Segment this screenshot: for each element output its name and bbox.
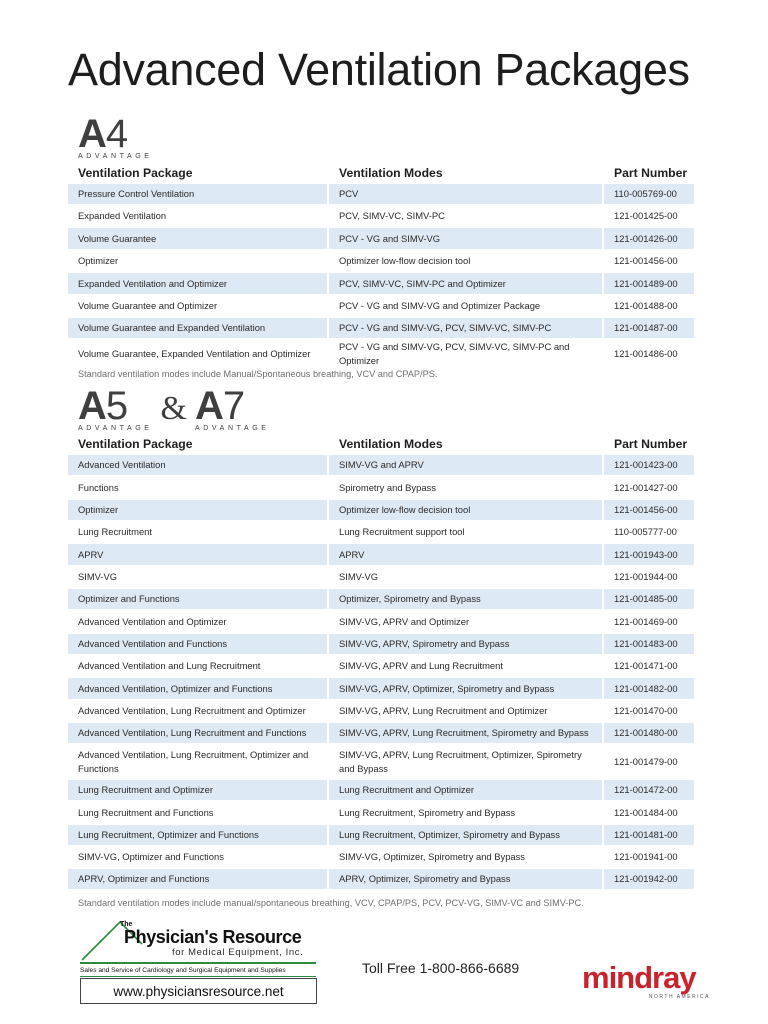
cell-modes: PCV, SIMV-VC, SIMV-PC and Optimizer — [329, 273, 604, 296]
cell-modes: SIMV-VG — [329, 567, 604, 589]
header-part-number: Part Number — [614, 437, 688, 451]
logo-rule-bottom — [80, 976, 316, 977]
cell-modes: SIMV-VG, APRV, Lung Recruitment and Optimizer — [329, 701, 604, 723]
table-row — [68, 589, 694, 611]
cell-part-number: 121-001483-00 — [604, 634, 694, 656]
table-row — [68, 701, 694, 723]
cell-part-number: 121-001470-00 — [604, 701, 694, 723]
a4-standard-modes-note: Standard ventilation modes include Manual/Spontaneous breathing, VCV and CPAP/PS. — [78, 369, 438, 379]
cell-modes: PCV, SIMV-VC, SIMV-PC — [329, 206, 604, 228]
table-row — [68, 318, 694, 340]
cell-part-number: 121-001479-00 — [604, 745, 694, 780]
cell-package: Advanced Ventilation and Lung Recruitment — [68, 656, 329, 678]
cell-modes: SIMV-VG and APRV — [329, 455, 604, 477]
cell-part-number: 121-001427-00 — [604, 477, 694, 500]
cell-modes: SIMV-VG, APRV, Spirometry and Bypass — [329, 634, 604, 656]
cell-part-number: 121-001943-00 — [604, 544, 694, 567]
header-modes: Ventilation Modes — [339, 166, 443, 180]
table-row — [68, 477, 694, 500]
table-row — [68, 522, 694, 544]
logo-ampersand: & — [160, 390, 187, 427]
table-row — [68, 567, 694, 589]
header-package: Ventilation Package — [78, 166, 193, 180]
table-row — [68, 745, 694, 780]
cell-package: Advanced Ventilation, Optimizer and Functions — [68, 678, 329, 701]
table-row — [68, 611, 694, 634]
table-row — [68, 500, 694, 522]
cell-modes: Lung Recruitment and Optimizer — [329, 780, 604, 802]
company-the: The — [120, 921, 133, 928]
cell-part-number: 121-001485-00 — [604, 589, 694, 611]
cell-part-number: 121-001486-00 — [604, 340, 694, 370]
cell-modes: Lung Recruitment, Optimizer, Spirometry and Bypass — [329, 825, 604, 847]
website-link[interactable]: www.physiciansresource.net — [80, 978, 317, 1004]
table-row — [68, 340, 694, 370]
table-row — [68, 634, 694, 656]
logo-number: 5 — [105, 384, 129, 428]
cell-part-number: 121-001481-00 — [604, 825, 694, 847]
cell-part-number: 121-001942-00 — [604, 869, 694, 891]
table-row — [68, 847, 694, 869]
cell-part-number: 121-001944-00 — [604, 567, 694, 589]
cell-part-number: 121-001484-00 — [604, 802, 694, 825]
cell-modes: PCV - VG and SIMV-VG and Optimizer Package — [329, 296, 604, 318]
cell-package: Optimizer — [68, 251, 329, 273]
cell-part-number: 121-001489-00 — [604, 273, 694, 296]
company-tagline: Sales and Service of Cardiology and Surgical Equipment and Supplies — [80, 967, 286, 974]
cell-package: SIMV-VG — [68, 567, 329, 589]
cell-package: Lung Recruitment and Optimizer — [68, 780, 329, 802]
logo-letter: A — [78, 384, 106, 428]
cell-package: Functions — [68, 477, 329, 500]
cell-modes: APRV — [329, 544, 604, 567]
cell-package: Advanced Ventilation, Lung Recruitment and Functions — [68, 723, 329, 745]
table-row — [68, 723, 694, 745]
company-subtitle: for Medical Equipment, Inc. — [172, 947, 304, 958]
table-row — [68, 273, 694, 296]
cell-part-number: 121-001423-00 — [604, 455, 694, 477]
header-modes: Ventilation Modes — [339, 437, 443, 451]
cell-part-number: 110-005777-00 — [604, 522, 694, 544]
page-title: Advanced Ventilation Packages — [68, 44, 690, 95]
cell-part-number: 121-001941-00 — [604, 847, 694, 869]
cell-part-number: 121-001471-00 — [604, 656, 694, 678]
cell-part-number: 121-001425-00 — [604, 206, 694, 228]
company-name: Physician's Resource — [124, 927, 302, 947]
header-package: Ventilation Package — [78, 437, 193, 451]
cell-part-number: 121-001488-00 — [604, 296, 694, 318]
cell-package: Advanced Ventilation — [68, 455, 329, 477]
logo-number: 7 — [222, 384, 246, 428]
cell-part-number: 121-001487-00 — [604, 318, 694, 340]
a5-a7-packages-table — [68, 435, 694, 891]
logo-advantage-text: ADVANTAGE — [195, 425, 270, 432]
table-row — [68, 251, 694, 273]
cell-package: Advanced Ventilation and Functions — [68, 634, 329, 656]
cell-modes: PCV - VG and SIMV-VG, PCV, SIMV-VC, SIMV-PC and Optimizer — [329, 340, 604, 370]
cell-package: Lung Recruitment, Optimizer and Functions — [68, 825, 329, 847]
cell-part-number: 121-001472-00 — [604, 780, 694, 802]
a4-advantage-logo — [78, 112, 153, 160]
header-part-number: Part Number — [614, 166, 688, 180]
table-row — [68, 206, 694, 228]
cell-part-number: 121-001469-00 — [604, 611, 694, 634]
cell-modes: PCV — [329, 184, 604, 206]
cell-package: Volume Guarantee and Expanded Ventilation — [68, 318, 329, 340]
table-row — [68, 678, 694, 701]
cell-modes: SIMV-VG, Optimizer, Spirometry and Bypass — [329, 847, 604, 869]
logo-advantage-text: ADVANTAGE — [78, 153, 153, 160]
cell-package: Lung Recruitment and Functions — [68, 802, 329, 825]
table-row — [68, 802, 694, 825]
cell-part-number: 110-005769-00 — [604, 184, 694, 206]
cell-part-number: 121-001456-00 — [604, 251, 694, 273]
cell-package: Expanded Ventilation and Optimizer — [68, 273, 329, 296]
cell-modes: PCV - VG and SIMV-VG — [329, 228, 604, 251]
cell-package: Expanded Ventilation — [68, 206, 329, 228]
toll-free-phone: Toll Free 1-800-866-6689 — [362, 960, 520, 976]
cell-modes: Optimizer low-flow decision tool — [329, 500, 604, 522]
table-row — [68, 780, 694, 802]
table-row — [68, 656, 694, 678]
a5-a7-standard-modes-note: Standard ventilation modes include manual/spontaneous breathing, VCV, CPAP/PS, PCV, PCV-VG, SIMV-VC and SIMV-PC. — [78, 898, 584, 908]
cell-modes: SIMV-VG, APRV and Optimizer — [329, 611, 604, 634]
cell-package: Optimizer and Functions — [68, 589, 329, 611]
cell-modes: SIMV-VG, APRV and Lung Recruitment — [329, 656, 604, 678]
a5-a7-advantage-logo — [78, 384, 270, 432]
cell-part-number: 121-001482-00 — [604, 678, 694, 701]
cell-package: Volume Guarantee, Expanded Ventilation and Optimizer — [68, 340, 329, 370]
logo-advantage-text: ADVANTAGE — [78, 425, 153, 432]
cell-package: Pressure Control Ventilation — [68, 184, 329, 206]
mindray-wordmark: mindray — [582, 960, 696, 995]
cell-package: Advanced Ventilation and Optimizer — [68, 611, 329, 634]
physicians-resource-logo — [80, 920, 316, 977]
table-row — [68, 544, 694, 567]
cell-modes: SIMV-VG, APRV, Optimizer, Spirometry and Bypass — [329, 678, 604, 701]
logo-letter: A — [78, 112, 106, 156]
mindray-logo — [582, 962, 712, 1000]
cell-package: APRV — [68, 544, 329, 567]
cell-package: SIMV-VG, Optimizer and Functions — [68, 847, 329, 869]
cell-package: Volume Guarantee — [68, 228, 329, 251]
logo-letter: A — [195, 384, 223, 428]
cell-modes: Lung Recruitment support tool — [329, 522, 604, 544]
cell-modes: Lung Recruitment, Spirometry and Bypass — [329, 802, 604, 825]
cell-modes: PCV - VG and SIMV-VG, PCV, SIMV-VC, SIMV-PC — [329, 318, 604, 340]
cell-package: Advanced Ventilation, Lung Recruitment, Optimizer and Functions — [68, 745, 329, 780]
cell-package: Volume Guarantee and Optimizer — [68, 296, 329, 318]
cell-package: Advanced Ventilation, Lung Recruitment and Optimizer — [68, 701, 329, 723]
table-row — [68, 184, 694, 206]
logo-number: 4 — [105, 112, 129, 156]
cell-modes: Optimizer low-flow decision tool — [329, 251, 604, 273]
cell-modes: APRV, Optimizer, Spirometry and Bypass — [329, 869, 604, 891]
table-row — [68, 455, 694, 477]
cell-part-number: 121-001480-00 — [604, 723, 694, 745]
logo-rule — [80, 962, 316, 964]
table-row — [68, 228, 694, 251]
cell-modes: SIMV-VG, APRV, Lung Recruitment, Spirometry and Bypass — [329, 723, 604, 745]
a4-packages-table — [68, 164, 694, 370]
cell-modes: Optimizer, Spirometry and Bypass — [329, 589, 604, 611]
cell-package: APRV, Optimizer and Functions — [68, 869, 329, 891]
cell-package: Lung Recruitment — [68, 522, 329, 544]
cell-part-number: 121-001456-00 — [604, 500, 694, 522]
cell-modes: Spirometry and Bypass — [329, 477, 604, 500]
table-row — [68, 869, 694, 891]
cell-package: Optimizer — [68, 500, 329, 522]
cell-modes: SIMV-VG, APRV, Lung Recruitment, Optimizer, Spirometry and Bypass — [329, 745, 604, 780]
table-row — [68, 825, 694, 847]
table-row — [68, 296, 694, 318]
mindray-region: NORTH AMERICA — [648, 994, 710, 1000]
cell-part-number: 121-001426-00 — [604, 228, 694, 251]
